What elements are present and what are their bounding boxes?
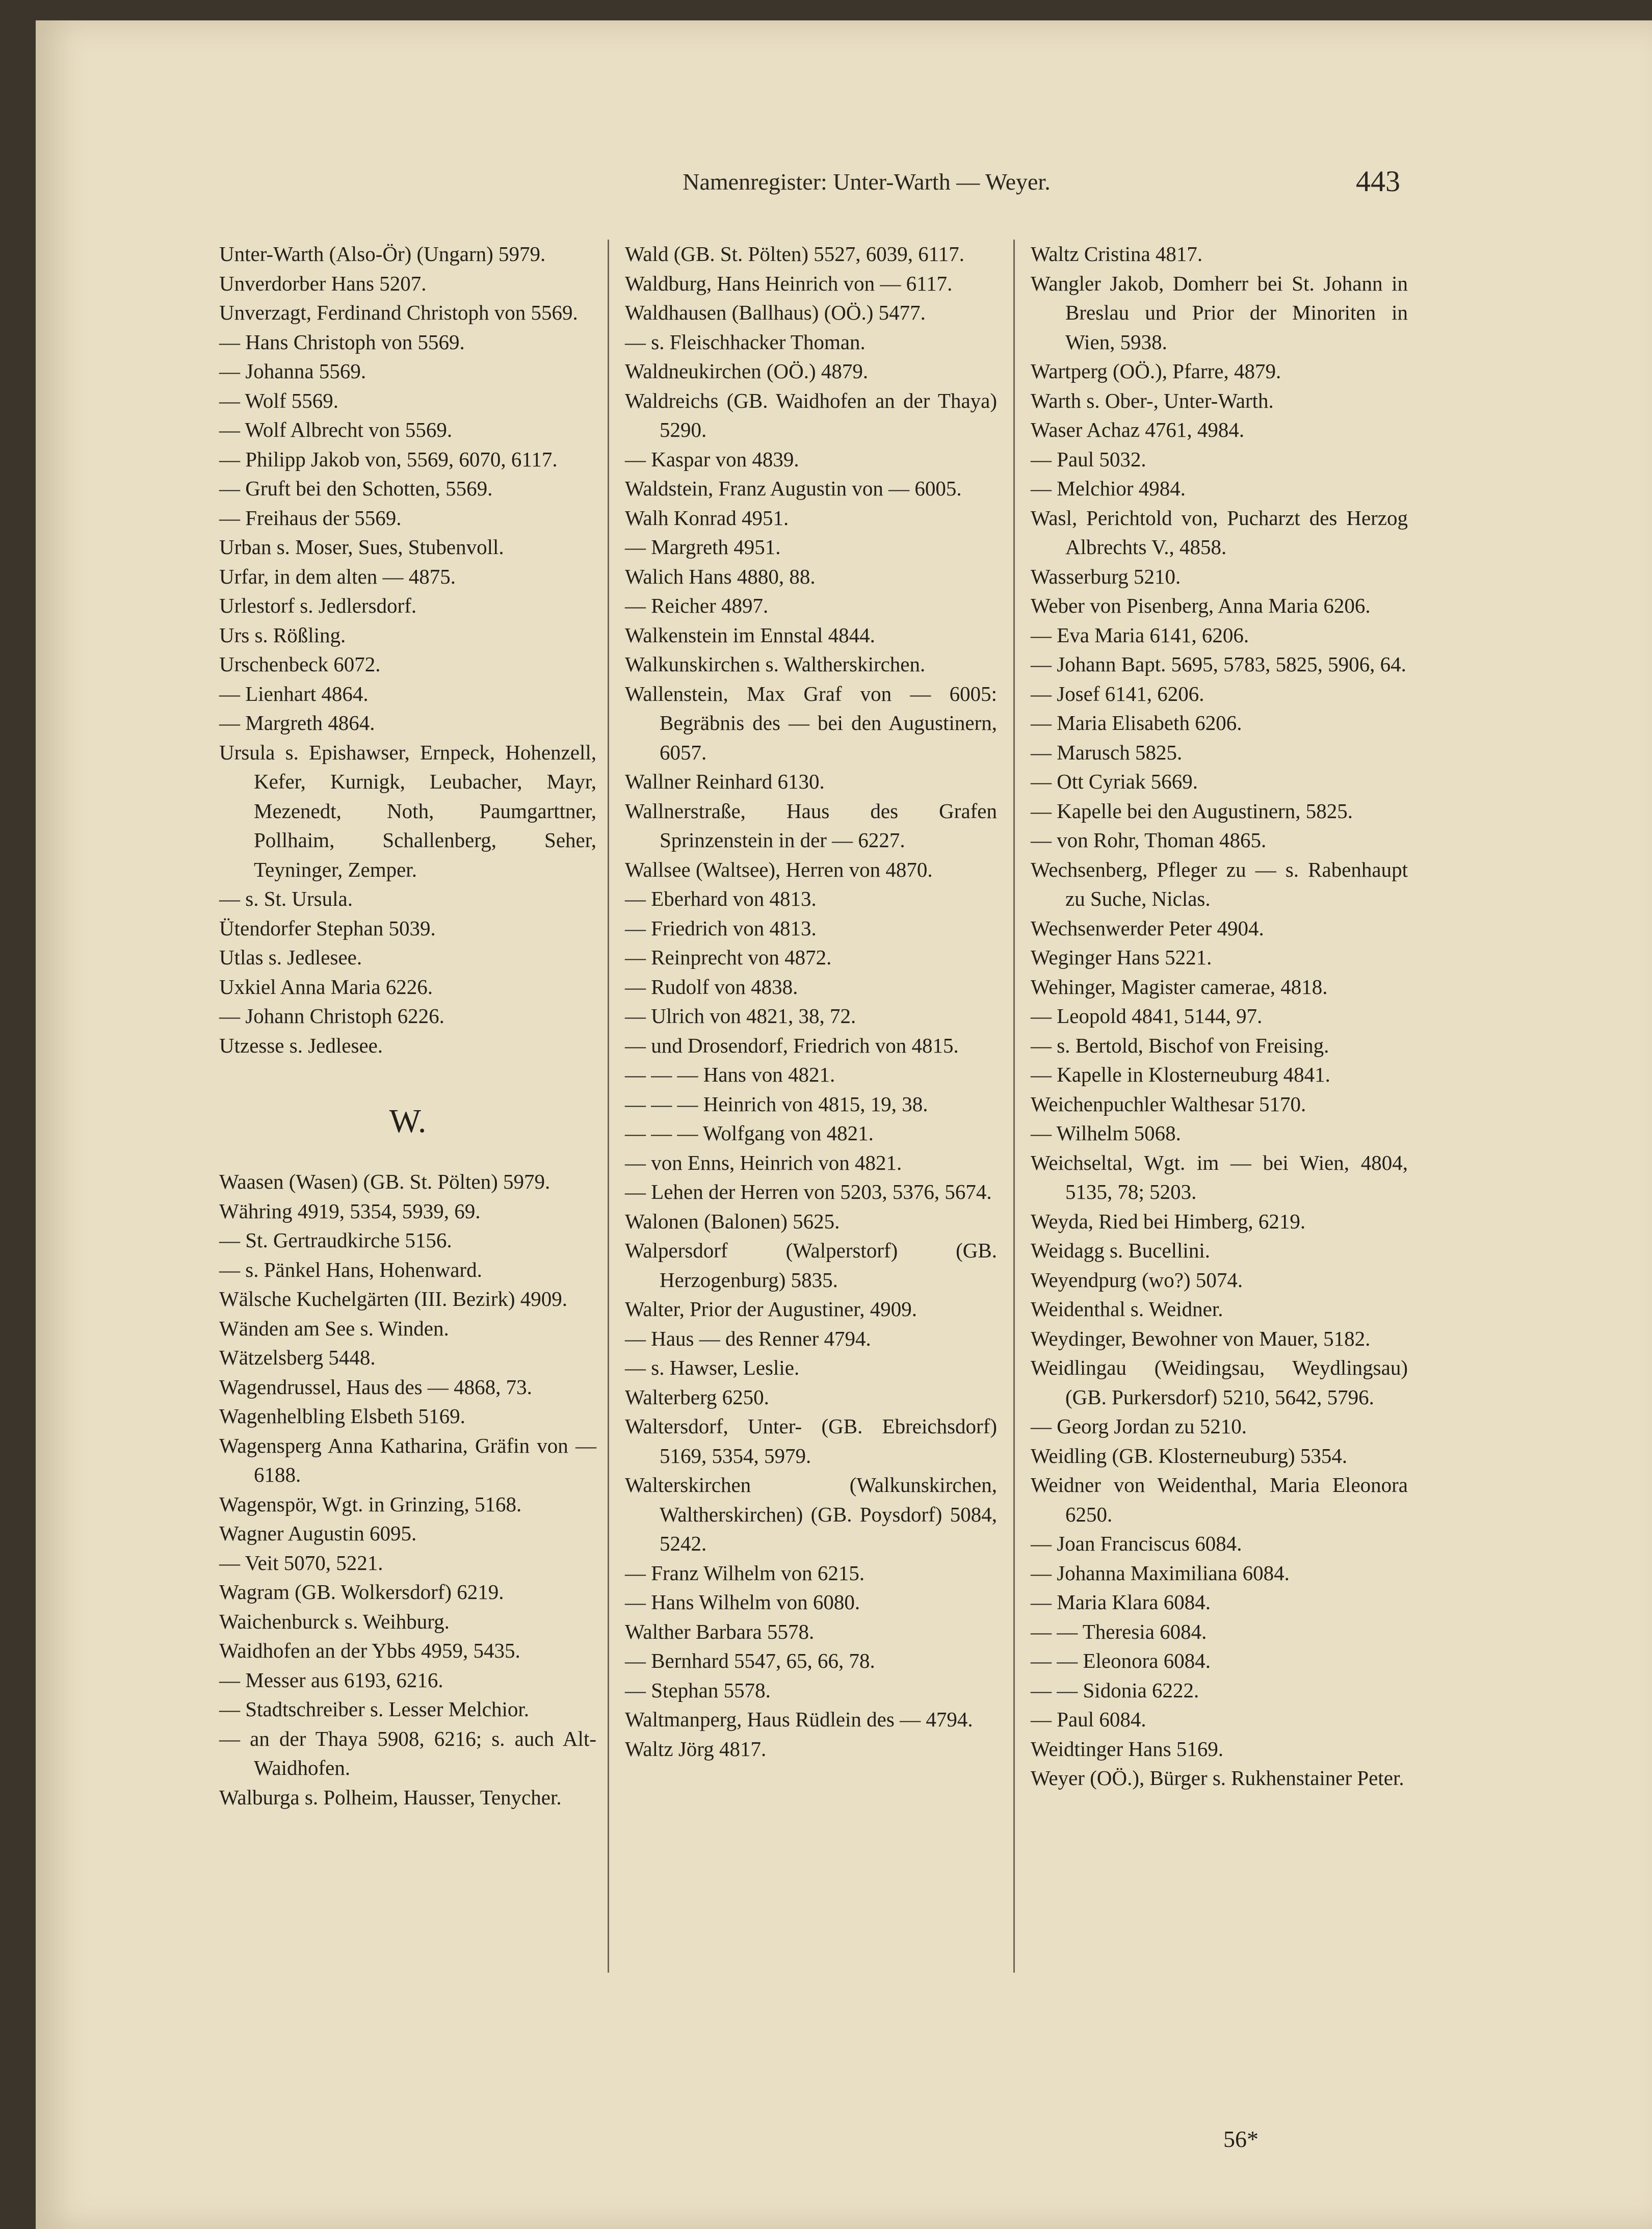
index-entry: — Margreth 4864.	[219, 711, 375, 735]
index-entry: Unverdorber Hans 5207.	[219, 271, 427, 295]
index-entry: Wald (GB. St. Pölten) 5527, 6039, 6117.	[625, 242, 964, 266]
index-entry: Weidner von Weidenthal, Maria Eleonora 6250.	[1031, 1473, 1408, 1526]
index-entry: — Johann Bapt. 5695, 5783, 5825, 5906, 64.	[1031, 652, 1406, 676]
index-entry: Weichseltal, Wgt. im — bei Wien, 4804, 5135, 78; 5203.	[1031, 1150, 1408, 1203]
index-entry: Walterskirchen (Walkunskirchen, Waltherskirchen) (GB. Poysdorf) 5084, 5242.	[625, 1473, 997, 1555]
index-entry: Weichenpuchler Walthesar 5170.	[1031, 1092, 1306, 1116]
column-divider	[1013, 240, 1015, 1973]
index-entry: — Maria Klara 6084.	[1031, 1590, 1211, 1614]
index-entry: — Reicher 4897.	[625, 594, 769, 617]
index-entry: Urschenbeck 6072.	[219, 652, 381, 676]
index-entry: Wallenstein, Max Graf von — 6005: Begräbnis des — bei den Augustinern, 6057.	[625, 681, 997, 764]
index-entry: Wallsee (Waltsee), Herren von 4870.	[625, 857, 933, 881]
index-entry: Wallner Reinhard 6130.	[625, 770, 825, 793]
index-entry: Walter, Prior der Augustiner, 4909.	[625, 1297, 917, 1321]
index-entry: — Kapelle in Klosterneuburg 4841.	[1031, 1063, 1330, 1086]
index-column-3	[1031, 240, 1408, 1793]
index-entry: — Wolf Albrecht von 5569.	[219, 418, 453, 441]
index-entry: — Wilhelm 5068.	[1031, 1121, 1181, 1145]
index-entry: — Eberhard von 4813.	[625, 887, 817, 910]
index-entry: — Georg Jordan zu 5210.	[1031, 1414, 1247, 1438]
index-entry: Wagram (GB. Wolkersdorf) 6219.	[219, 1580, 504, 1604]
index-entry: Waldneukirchen (OÖ.) 4879.	[625, 359, 869, 383]
entry-list	[219, 240, 596, 1060]
index-entry: Weber von Pisenberg, Anna Maria 6206.	[1031, 594, 1371, 617]
index-entry: — s. Pänkel Hans, Hohenward.	[219, 1257, 482, 1281]
index-entry: — Josef 6141, 6206.	[1031, 681, 1204, 705]
index-entry: — Reinprecht von 4872.	[625, 946, 832, 969]
index-entry: Wagendrussel, Haus des — 4868, 73.	[219, 1375, 532, 1399]
index-entry: — Johanna 5569.	[219, 359, 366, 383]
index-entry: — Franz Wilhelm von 6215.	[625, 1561, 865, 1585]
index-entry: — Hans Wilhelm von 6080.	[625, 1590, 860, 1614]
index-entry: Walburga s. Polheim, Hausser, Tenycher.	[219, 1785, 562, 1809]
page-number: 443	[1356, 165, 1400, 198]
page-header-title: Namenregister: Unter-Warth — Weyer.	[683, 169, 1051, 195]
index-entry: Wasserburg 5210.	[1031, 564, 1181, 588]
index-entry: — s. Fleischhacker Thoman.	[625, 330, 866, 354]
index-entry: Wangler Jakob, Domherr bei St. Johann in Breslau und Prior der Minoriten in Wien, 5938.	[1031, 271, 1408, 354]
index-entry: — Leopold 4841, 5144, 97.	[1031, 1004, 1263, 1028]
index-entry: — St. Gertraudkirche 5156.	[219, 1228, 452, 1252]
index-entry: Waldhausen (Ballhaus) (OÖ.) 5477.	[625, 301, 926, 324]
index-entry: Wallnerstraße, Haus des Grafen Sprinzenstein in der — 6227.	[625, 799, 997, 852]
index-entry: Waidhofen an der Ybbs 4959, 5435.	[219, 1639, 520, 1662]
index-entry: — — — Wolfgang von 4821.	[625, 1121, 874, 1145]
index-entry: Weydinger, Bewohner von Mauer, 5182.	[1031, 1326, 1371, 1350]
index-entry: — Freihaus der 5569.	[219, 506, 402, 530]
index-entry: Urlestorf s. Jedlersdorf.	[219, 594, 417, 617]
index-entry: Waichenburck s. Weihburg.	[219, 1609, 450, 1633]
index-entry: Weidenthal s. Weidner.	[1031, 1297, 1223, 1321]
index-entry: — — — Hans von 4821.	[625, 1063, 835, 1086]
index-entry: Waltz Jörg 4817.	[625, 1737, 767, 1761]
index-entry: Wagenhelbling Elsbeth 5169.	[219, 1404, 465, 1428]
index-entry: — Rudolf von 4838.	[625, 975, 798, 999]
index-entry: Ütendorfer Stephan 5039.	[219, 916, 436, 940]
index-entry: Ursula s. Epishawser, Ernpeck, Hohenzell, Kefer, Kurnigk, Leubacher, Mayr, Mezenedt, Noth, Paumgarttner, Pollhaim, Schallenberg, Seher, Teyninger, Zemper.	[219, 740, 596, 881]
index-entry: — Wolf 5569.	[219, 388, 338, 412]
index-column-2	[625, 240, 997, 1764]
index-entry: Weidtinger Hans 5169.	[1031, 1737, 1224, 1761]
index-entry: — s. Bertold, Bischof von Freising.	[1031, 1033, 1329, 1057]
index-entry: Weidagg s. Bucellini.	[1031, 1239, 1210, 1262]
index-entry: Weidling (GB. Klosterneuburg) 5354.	[1031, 1444, 1348, 1467]
index-entry: Waltz Cristina 4817.	[1031, 242, 1203, 266]
index-entry: Wartperg (OÖ.), Pfarre, 4879.	[1031, 359, 1281, 383]
index-column-1	[219, 240, 596, 1812]
index-entry: — Melchior 4984.	[1031, 477, 1186, 500]
column-divider	[608, 240, 609, 1973]
index-entry: Waldreichs (GB. Waidhofen an der Thaya) 5290.	[625, 388, 997, 441]
index-entry: — Margreth 4951.	[625, 535, 781, 559]
index-entry: Walich Hans 4880, 88.	[625, 564, 816, 588]
index-entry: — Gruft bei den Schotten, 5569.	[219, 477, 493, 500]
index-entry: Utlas s. Jedlesee.	[219, 946, 362, 969]
index-entry: Wagner Augustin 6095.	[219, 1522, 417, 1545]
index-entry: Urs s. Rößling.	[219, 623, 346, 647]
index-entry: Unverzagt, Ferdinand Christoph von 5569.	[219, 301, 578, 324]
index-entry: — Friedrich von 4813.	[625, 916, 817, 940]
index-entry: — — Sidonia 6222.	[1031, 1678, 1199, 1702]
index-entry: Waltersdorf, Unter- (GB. Ebreichsdorf) 5169, 5354, 5979.	[625, 1414, 997, 1467]
index-entry: Urban s. Moser, Sues, Stubenvoll.	[219, 535, 504, 559]
index-entry: — s. St. Ursula.	[219, 887, 353, 910]
index-entry: — Haus — des Renner 4794.	[625, 1326, 871, 1350]
index-entry: — an der Thaya 5908, 6216; s. auch Alt-Waidhofen.	[219, 1726, 596, 1779]
index-entry: Weginger Hans 5221.	[1031, 946, 1212, 969]
index-entry: — s. Hawser, Leslie.	[625, 1356, 800, 1379]
index-entry: Uxkiel Anna Maria 6226.	[219, 975, 433, 999]
index-entry: Wätzelsberg 5448.	[219, 1346, 376, 1369]
index-entry: — Johanna Maximiliana 6084.	[1031, 1561, 1290, 1585]
index-entry: — — — Heinrich von 4815, 19, 38.	[625, 1092, 928, 1116]
index-entry: Walkenstein im Ennstal 4844.	[625, 623, 875, 647]
index-entry: — — Theresia 6084.	[1031, 1619, 1207, 1643]
index-entry: — Kapelle bei den Augustinern, 5825.	[1031, 799, 1353, 823]
index-entry: Weyer (OÖ.), Bürger s. Rukhenstainer Peter.	[1031, 1766, 1404, 1790]
index-entry: Weyda, Ried bei Himberg, 6219.	[1031, 1209, 1306, 1233]
entry-list	[1031, 240, 1408, 1793]
index-entry: Walpersdorf (Walperstorf) (GB. Herzogenburg) 5835.	[625, 1239, 997, 1292]
index-entry: Wasl, Perichtold von, Pucharzt des Herzog Albrechts V., 4858.	[1031, 506, 1408, 559]
sheet-signature: 56*	[1223, 2126, 1258, 2152]
index-entry: — von Rohr, Thoman 4865.	[1031, 828, 1267, 852]
index-entry: Währing 4919, 5354, 5939, 69.	[219, 1199, 481, 1223]
index-entry: — Stephan 5578.	[625, 1678, 771, 1702]
index-entry: — Ott Cyriak 5669.	[1031, 770, 1198, 793]
index-entry: — Joan Franciscus 6084.	[1031, 1532, 1242, 1555]
index-entry: — Eva Maria 6141, 6206.	[1031, 623, 1249, 647]
index-entry: — Lienhart 4864.	[219, 681, 369, 705]
index-entry: Waltmanperg, Haus Rüdlein des — 4794.	[625, 1708, 973, 1731]
index-entry: Walh Konrad 4951.	[625, 506, 789, 530]
index-entry: Utzesse s. Jedlesee.	[219, 1033, 383, 1057]
index-entry: Urfar, in dem alten — 4875.	[219, 564, 456, 588]
index-entry: — und Drosendorf, Friedrich von 4815.	[625, 1033, 959, 1057]
section-letter-w: W.	[389, 1103, 427, 1140]
index-entry: Walonen (Balonen) 5625.	[625, 1209, 840, 1233]
index-entry: — Veit 5070, 5221.	[219, 1551, 383, 1575]
index-entry: Wänden am See s. Winden.	[219, 1316, 449, 1340]
entry-list	[219, 1167, 596, 1812]
index-entry: — von Enns, Heinrich von 4821.	[625, 1150, 902, 1174]
index-entry: — Hans Christoph von 5569.	[219, 330, 465, 354]
index-entry: — Maria Elisabeth 6206.	[1031, 711, 1242, 735]
index-entry: Waldburg, Hans Heinrich von — 6117.	[625, 271, 953, 295]
index-entry: — Lehen der Herren von 5203, 5376, 5674.	[625, 1180, 992, 1203]
index-entry: Wechsenwerder Peter 4904.	[1031, 916, 1264, 940]
index-entry: — Paul 6084.	[1031, 1708, 1146, 1731]
index-entry: Unter-Warth (Also-Ör) (Ungarn) 5979.	[219, 242, 546, 266]
index-entry: Walther Barbara 5578.	[625, 1619, 815, 1643]
index-entry: Waser Achaz 4761, 4984.	[1031, 418, 1245, 441]
index-entry: Waldstein, Franz Augustin von — 6005.	[625, 477, 962, 500]
index-entry: Weidlingau (Weidingsau, Weydlingsau) (GB. Purkersdorf) 5210, 5642, 5796.	[1031, 1356, 1408, 1409]
index-entry: — Messer aus 6193, 6216.	[219, 1668, 443, 1692]
index-entry: Wälsche Kuchelgärten (III. Bezirk) 4909.	[219, 1287, 568, 1310]
index-entry: — Stadtschreiber s. Lesser Melchior.	[219, 1697, 530, 1721]
entry-list	[625, 240, 997, 1764]
index-entry: — — Eleonora 6084.	[1031, 1649, 1211, 1672]
index-entry: Warth s. Ober-, Unter-Warth.	[1031, 388, 1274, 412]
index-entry: — Philipp Jakob von, 5569, 6070, 6117.	[219, 447, 558, 471]
index-entry: Waasen (Wasen) (GB. St. Pölten) 5979.	[219, 1170, 550, 1193]
index-entry: Wagenspör, Wgt. in Grinzing, 5168.	[219, 1492, 522, 1516]
index-entry: Walterberg 6250.	[625, 1385, 769, 1409]
index-entry: — Paul 5032.	[1031, 447, 1146, 471]
index-entry: — Marusch 5825.	[1031, 740, 1183, 764]
index-entry: Wagensperg Anna Katharina, Gräfin von — 6188.	[219, 1433, 596, 1486]
index-entry: — Bernhard 5547, 65, 66, 78.	[625, 1649, 875, 1672]
index-entry: — Kaspar von 4839.	[625, 447, 799, 471]
index-entry: Weyendpurg (wo?) 5074.	[1031, 1268, 1243, 1292]
index-entry: Walkunskirchen s. Waltherskirchen.	[625, 652, 926, 676]
index-entry: Wechsenberg, Pfleger zu — s. Rabenhaupt zu Suche, Niclas.	[1031, 857, 1408, 910]
index-entry: — Johann Christoph 6226.	[219, 1004, 444, 1028]
index-entry: — Ulrich von 4821, 38, 72.	[625, 1004, 856, 1028]
index-entry: Wehinger, Magister camerae, 4818.	[1031, 975, 1328, 999]
